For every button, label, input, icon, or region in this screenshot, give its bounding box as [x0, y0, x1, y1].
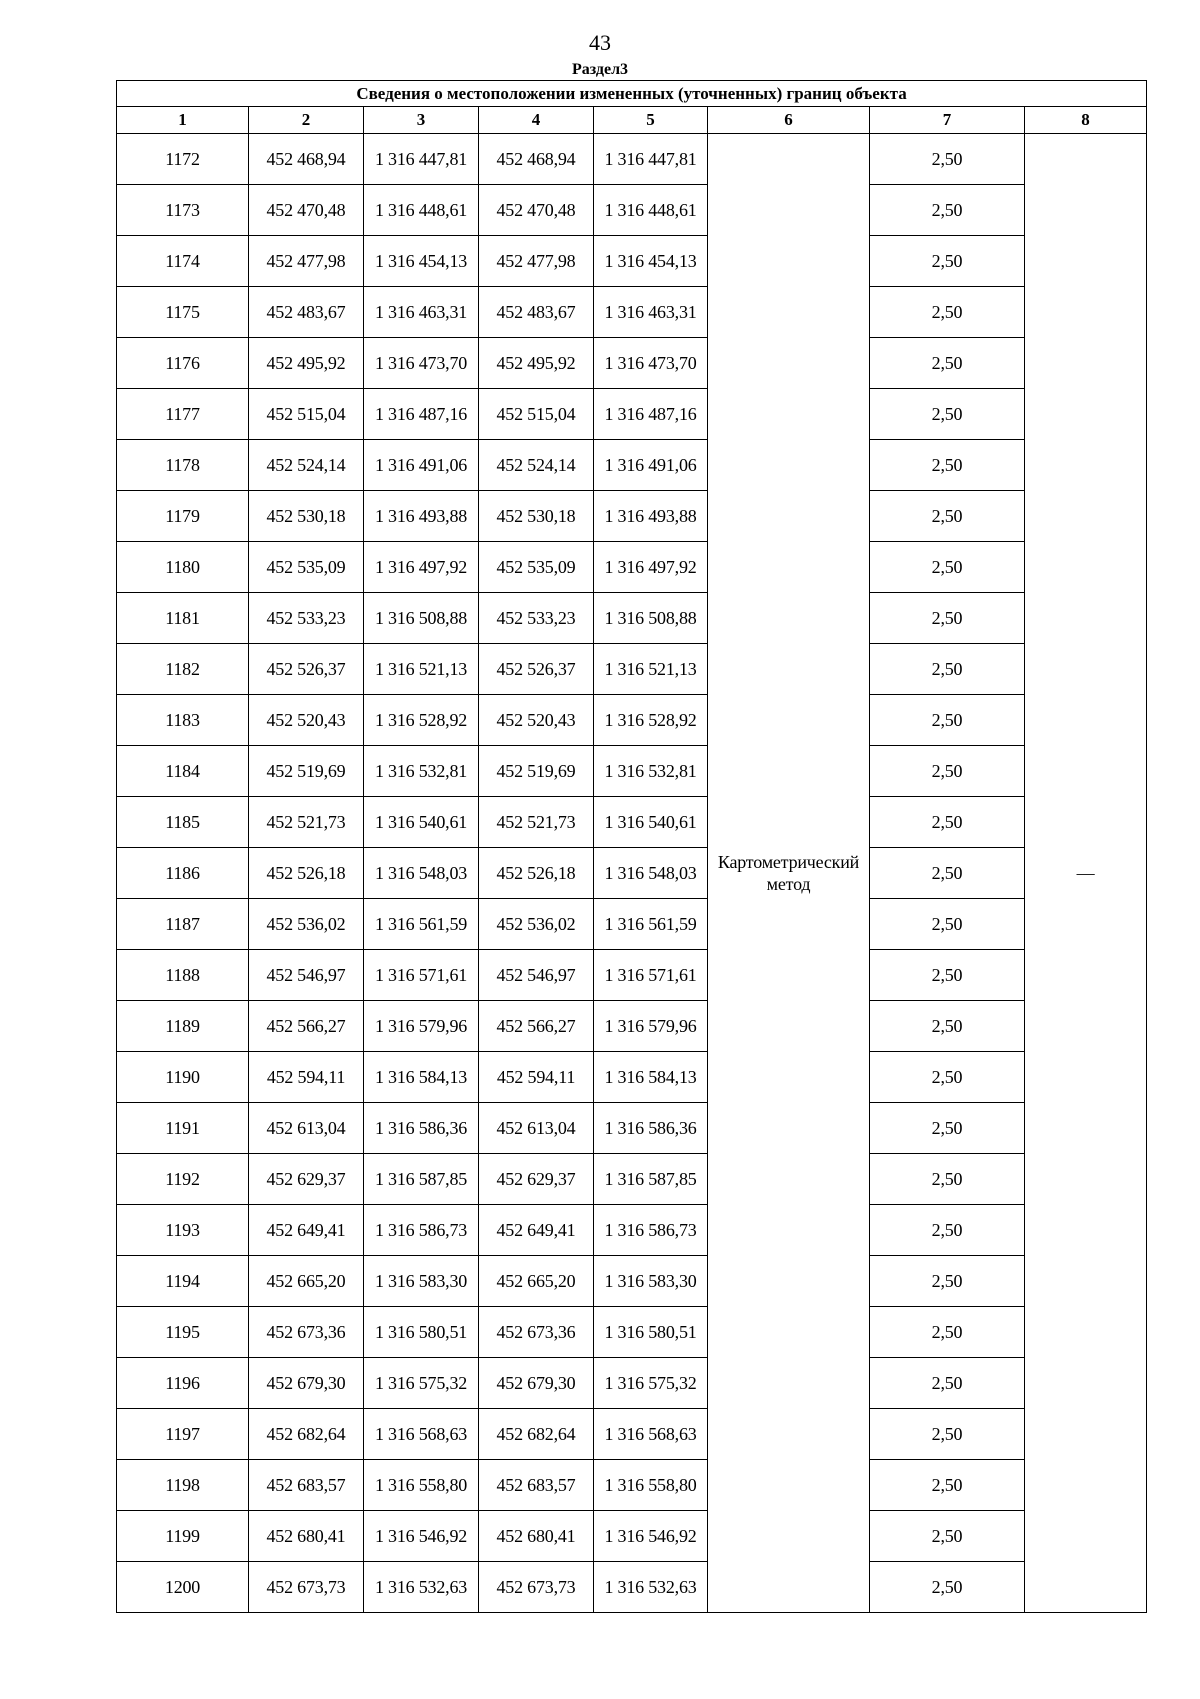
point-number-cell: 1182 [117, 644, 249, 695]
accuracy-cell: 2,50 [870, 542, 1025, 593]
x-old-cell: 452 682,64 [249, 1409, 364, 1460]
table-row [117, 1358, 1147, 1409]
x-old-cell: 452 530,18 [249, 491, 364, 542]
x-new-cell: 452 519,69 [479, 746, 594, 797]
y-new-cell: 1 316 521,13 [594, 644, 708, 695]
y-new-cell: 1 316 454,13 [594, 236, 708, 287]
x-new-cell: 452 521,73 [479, 797, 594, 848]
x-old-cell: 452 524,14 [249, 440, 364, 491]
y-old-cell: 1 316 463,31 [364, 287, 479, 338]
x-old-cell: 452 679,30 [249, 1358, 364, 1409]
table-row [117, 236, 1147, 287]
y-new-cell: 1 316 448,61 [594, 185, 708, 236]
y-old-cell: 1 316 586,36 [364, 1103, 479, 1154]
x-new-cell: 452 680,41 [479, 1511, 594, 1562]
point-number-cell: 1176 [117, 338, 249, 389]
point-number-cell: 1197 [117, 1409, 249, 1460]
point-number-cell: 1175 [117, 287, 249, 338]
column-number: 7 [870, 107, 1025, 134]
accuracy-cell: 2,50 [870, 440, 1025, 491]
accuracy-cell: 2,50 [870, 797, 1025, 848]
point-number-cell: 1196 [117, 1358, 249, 1409]
x-new-cell: 452 683,57 [479, 1460, 594, 1511]
y-old-cell: 1 316 575,32 [364, 1358, 479, 1409]
y-new-cell: 1 316 532,81 [594, 746, 708, 797]
y-new-cell: 1 316 584,13 [594, 1052, 708, 1103]
x-new-cell: 452 477,98 [479, 236, 594, 287]
column-number: 8 [1025, 107, 1147, 134]
point-number-cell: 1186 [117, 848, 249, 899]
table-row [117, 848, 1147, 899]
table-row [117, 542, 1147, 593]
x-old-cell: 452 483,67 [249, 287, 364, 338]
accuracy-cell: 2,50 [870, 338, 1025, 389]
point-number-cell: 1198 [117, 1460, 249, 1511]
accuracy-cell: 2,50 [870, 644, 1025, 695]
y-old-cell: 1 316 568,63 [364, 1409, 479, 1460]
x-old-cell: 452 470,48 [249, 185, 364, 236]
column-number: 5 [594, 107, 708, 134]
table-row [117, 440, 1147, 491]
x-old-cell: 452 535,09 [249, 542, 364, 593]
y-new-cell: 1 316 568,63 [594, 1409, 708, 1460]
y-new-cell: 1 316 546,92 [594, 1511, 708, 1562]
column-number: 4 [479, 107, 594, 134]
x-old-cell: 452 477,98 [249, 236, 364, 287]
accuracy-cell: 2,50 [870, 185, 1025, 236]
y-old-cell: 1 316 528,92 [364, 695, 479, 746]
y-new-cell: 1 316 587,85 [594, 1154, 708, 1205]
y-old-cell: 1 316 448,61 [364, 185, 479, 236]
x-old-cell: 452 520,43 [249, 695, 364, 746]
table-row [117, 644, 1147, 695]
point-number-cell: 1185 [117, 797, 249, 848]
point-number-cell: 1190 [117, 1052, 249, 1103]
table-row [117, 797, 1147, 848]
point-number-cell: 1194 [117, 1256, 249, 1307]
y-old-cell: 1 316 447,81 [364, 134, 479, 185]
y-old-cell: 1 316 493,88 [364, 491, 479, 542]
point-number-cell: 1192 [117, 1154, 249, 1205]
point-number-cell: 1173 [117, 185, 249, 236]
x-old-cell: 452 515,04 [249, 389, 364, 440]
x-new-cell: 452 495,92 [479, 338, 594, 389]
x-old-cell: 452 566,27 [249, 1001, 364, 1052]
y-old-cell: 1 316 558,80 [364, 1460, 479, 1511]
x-old-cell: 452 629,37 [249, 1154, 364, 1205]
x-new-cell: 452 526,18 [479, 848, 594, 899]
y-new-cell: 1 316 487,16 [594, 389, 708, 440]
table-row [117, 1409, 1147, 1460]
y-old-cell: 1 316 579,96 [364, 1001, 479, 1052]
y-new-cell: 1 316 548,03 [594, 848, 708, 899]
table-row [117, 1052, 1147, 1103]
point-number-cell: 1193 [117, 1205, 249, 1256]
column-number: 3 [364, 107, 479, 134]
point-number-cell: 1172 [117, 134, 249, 185]
x-new-cell: 452 533,23 [479, 593, 594, 644]
y-old-cell: 1 316 487,16 [364, 389, 479, 440]
x-new-cell: 452 515,04 [479, 389, 594, 440]
x-new-cell: 452 535,09 [479, 542, 594, 593]
accuracy-cell: 2,50 [870, 389, 1025, 440]
y-new-cell: 1 316 447,81 [594, 134, 708, 185]
accuracy-cell: 2,50 [870, 1562, 1025, 1613]
y-old-cell: 1 316 521,13 [364, 644, 479, 695]
accuracy-cell: 2,50 [870, 695, 1025, 746]
table-row [117, 185, 1147, 236]
point-number-cell: 1179 [117, 491, 249, 542]
y-old-cell: 1 316 584,13 [364, 1052, 479, 1103]
point-number-cell: 1180 [117, 542, 249, 593]
table-row [117, 287, 1147, 338]
table-row [117, 1205, 1147, 1256]
table-row [117, 1307, 1147, 1358]
x-new-cell: 452 566,27 [479, 1001, 594, 1052]
y-new-cell: 1 316 561,59 [594, 899, 708, 950]
table-row [117, 950, 1147, 1001]
x-new-cell: 452 649,41 [479, 1205, 594, 1256]
y-new-cell: 1 316 491,06 [594, 440, 708, 491]
accuracy-cell: 2,50 [870, 1256, 1025, 1307]
y-old-cell: 1 316 587,85 [364, 1154, 479, 1205]
x-new-cell: 452 613,04 [479, 1103, 594, 1154]
accuracy-cell: 2,50 [870, 1103, 1025, 1154]
x-new-cell: 452 629,37 [479, 1154, 594, 1205]
x-old-cell: 452 468,94 [249, 134, 364, 185]
y-old-cell: 1 316 473,70 [364, 338, 479, 389]
x-new-cell: 452 665,20 [479, 1256, 594, 1307]
page-number: 43 [589, 30, 611, 55]
table-title: Сведения о местоположении измененных (уточненных) границ объекта [117, 81, 1147, 107]
accuracy-cell: 2,50 [870, 1511, 1025, 1562]
y-new-cell: 1 316 586,73 [594, 1205, 708, 1256]
point-number-cell: 1178 [117, 440, 249, 491]
x-old-cell: 452 533,23 [249, 593, 364, 644]
accuracy-cell: 2,50 [870, 1307, 1025, 1358]
accuracy-cell: 2,50 [870, 1460, 1025, 1511]
column-number: 6 [708, 107, 870, 134]
x-new-cell: 452 679,30 [479, 1358, 594, 1409]
x-old-cell: 452 495,92 [249, 338, 364, 389]
y-new-cell: 1 316 575,32 [594, 1358, 708, 1409]
x-old-cell: 452 594,11 [249, 1052, 364, 1103]
accuracy-cell: 2,50 [870, 593, 1025, 644]
point-number-cell: 1191 [117, 1103, 249, 1154]
table-row [117, 899, 1147, 950]
x-new-cell: 452 673,73 [479, 1562, 594, 1613]
point-number-cell: 1187 [117, 899, 249, 950]
table-row [117, 1562, 1147, 1613]
x-new-cell: 452 530,18 [479, 491, 594, 542]
x-old-cell: 452 673,36 [249, 1307, 364, 1358]
accuracy-cell: 2,50 [870, 1154, 1025, 1205]
point-number-cell: 1199 [117, 1511, 249, 1562]
table-row [117, 338, 1147, 389]
table-row [117, 134, 1147, 185]
y-new-cell: 1 316 508,88 [594, 593, 708, 644]
y-new-cell: 1 316 493,88 [594, 491, 708, 542]
y-new-cell: 1 316 473,70 [594, 338, 708, 389]
x-new-cell: 452 673,36 [479, 1307, 594, 1358]
x-new-cell: 452 682,64 [479, 1409, 594, 1460]
accuracy-cell: 2,50 [870, 134, 1025, 185]
point-number-cell: 1188 [117, 950, 249, 1001]
y-old-cell: 1 316 532,81 [364, 746, 479, 797]
x-new-cell: 452 546,97 [479, 950, 594, 1001]
y-new-cell: 1 316 586,36 [594, 1103, 708, 1154]
accuracy-cell: 2,50 [870, 746, 1025, 797]
point-number-cell: 1195 [117, 1307, 249, 1358]
y-new-cell: 1 316 532,63 [594, 1562, 708, 1613]
x-new-cell: 452 520,43 [479, 695, 594, 746]
y-old-cell: 1 316 491,06 [364, 440, 479, 491]
table-row [117, 746, 1147, 797]
column-number: 1 [117, 107, 249, 134]
accuracy-cell: 2,50 [870, 848, 1025, 899]
y-new-cell: 1 316 540,61 [594, 797, 708, 848]
accuracy-cell: 2,50 [870, 1205, 1025, 1256]
x-old-cell: 452 683,57 [249, 1460, 364, 1511]
x-new-cell: 452 470,48 [479, 185, 594, 236]
y-new-cell: 1 316 497,92 [594, 542, 708, 593]
y-new-cell: 1 316 571,61 [594, 950, 708, 1001]
y-old-cell: 1 316 586,73 [364, 1205, 479, 1256]
section-label: Раздел3 [571, 61, 629, 78]
y-old-cell: 1 316 571,61 [364, 950, 479, 1001]
x-old-cell: 452 673,73 [249, 1562, 364, 1613]
table-row [117, 1154, 1147, 1205]
y-old-cell: 1 316 561,59 [364, 899, 479, 950]
accuracy-cell: 2,50 [870, 1052, 1025, 1103]
accuracy-cell: 2,50 [870, 899, 1025, 950]
y-old-cell: 1 316 546,92 [364, 1511, 479, 1562]
column-number: 2 [249, 107, 364, 134]
point-number-cell: 1200 [117, 1562, 249, 1613]
x-new-cell: 452 594,11 [479, 1052, 594, 1103]
x-new-cell: 452 526,37 [479, 644, 594, 695]
table-row [117, 1103, 1147, 1154]
y-new-cell: 1 316 558,80 [594, 1460, 708, 1511]
accuracy-cell: 2,50 [870, 950, 1025, 1001]
y-old-cell: 1 316 454,13 [364, 236, 479, 287]
x-old-cell: 452 521,73 [249, 797, 364, 848]
accuracy-cell: 2,50 [870, 287, 1025, 338]
point-number-cell: 1177 [117, 389, 249, 440]
table-row [117, 389, 1147, 440]
y-old-cell: 1 316 497,92 [364, 542, 479, 593]
x-old-cell: 452 649,41 [249, 1205, 364, 1256]
y-new-cell: 1 316 583,30 [594, 1256, 708, 1307]
x-old-cell: 452 536,02 [249, 899, 364, 950]
y-new-cell: 1 316 579,96 [594, 1001, 708, 1052]
table-row [117, 593, 1147, 644]
column-8-cell: — [1025, 134, 1147, 1613]
accuracy-cell: 2,50 [870, 491, 1025, 542]
accuracy-cell: 2,50 [870, 1001, 1025, 1052]
accuracy-cell: 2,50 [870, 1409, 1025, 1460]
point-number-cell: 1183 [117, 695, 249, 746]
table-body [117, 134, 1147, 1613]
x-old-cell: 452 680,41 [249, 1511, 364, 1562]
y-new-cell: 1 316 528,92 [594, 695, 708, 746]
y-new-cell: 1 316 463,31 [594, 287, 708, 338]
y-old-cell: 1 316 583,30 [364, 1256, 479, 1307]
table-row [117, 695, 1147, 746]
point-number-cell: 1189 [117, 1001, 249, 1052]
accuracy-cell: 2,50 [870, 236, 1025, 287]
table-row [117, 1511, 1147, 1562]
table-row [117, 1460, 1147, 1511]
x-old-cell: 452 613,04 [249, 1103, 364, 1154]
table-row [117, 1001, 1147, 1052]
point-number-cell: 1181 [117, 593, 249, 644]
point-number-cell: 1174 [117, 236, 249, 287]
column-number-row [117, 107, 1147, 134]
point-number-cell: 1184 [117, 746, 249, 797]
method-cell: Картометрический метод [708, 134, 870, 1613]
table-row [117, 491, 1147, 542]
x-old-cell: 452 665,20 [249, 1256, 364, 1307]
boundary-coordinates-table [116, 80, 1147, 1613]
x-old-cell: 452 546,97 [249, 950, 364, 1001]
x-new-cell: 452 483,67 [479, 287, 594, 338]
x-new-cell: 452 468,94 [479, 134, 594, 185]
x-new-cell: 452 524,14 [479, 440, 594, 491]
x-new-cell: 452 536,02 [479, 899, 594, 950]
table-row [117, 1256, 1147, 1307]
x-old-cell: 452 526,18 [249, 848, 364, 899]
y-old-cell: 1 316 540,61 [364, 797, 479, 848]
y-old-cell: 1 316 532,63 [364, 1562, 479, 1613]
accuracy-cell: 2,50 [870, 1358, 1025, 1409]
x-old-cell: 452 526,37 [249, 644, 364, 695]
y-old-cell: 1 316 548,03 [364, 848, 479, 899]
x-old-cell: 452 519,69 [249, 746, 364, 797]
y-old-cell: 1 316 580,51 [364, 1307, 479, 1358]
y-old-cell: 1 316 508,88 [364, 593, 479, 644]
y-new-cell: 1 316 580,51 [594, 1307, 708, 1358]
